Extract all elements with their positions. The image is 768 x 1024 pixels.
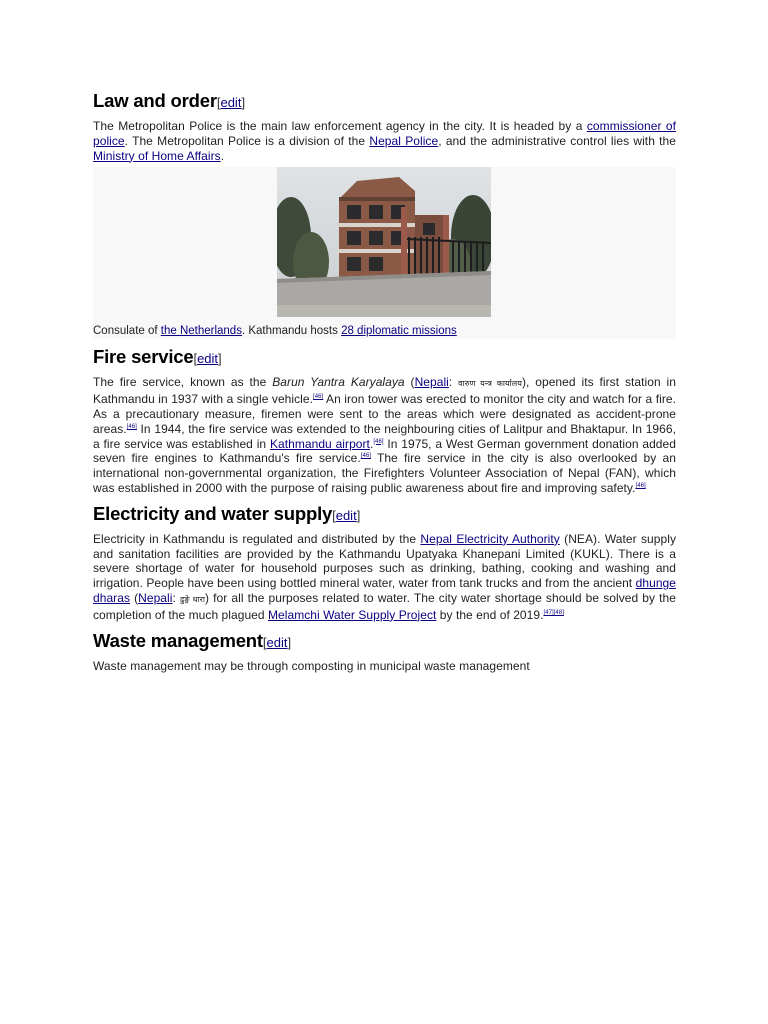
link-melamchi-project[interactable]: Melamchi Water Supply Project xyxy=(268,607,437,622)
text: ) for all the purposes related to water. The city water shortage should be solved by the completion of the much plagued xyxy=(93,590,676,622)
heading-electricity-and-water xyxy=(93,501,676,529)
link-ministry-of-home-affairs[interactable]: Ministry of Home Affairs xyxy=(93,148,221,163)
reference xyxy=(127,424,137,430)
heading-waste-management xyxy=(93,628,676,656)
heading-fire-service xyxy=(93,344,676,372)
paragraph-electricity xyxy=(93,532,676,623)
heading-text: Fire service xyxy=(93,346,194,368)
reference xyxy=(373,439,383,445)
edit-section-wrap: [edit] xyxy=(216,95,246,110)
text: The Metropolitan Police is the main law enforcement agency in the city. It is headed by a xyxy=(93,119,587,133)
reference-link[interactable]: [46] xyxy=(373,438,384,445)
reference-link[interactable]: [46] xyxy=(126,423,137,430)
text: Consulate of xyxy=(93,325,161,338)
edit-link-waste[interactable]: edit xyxy=(266,634,288,650)
reference-link[interactable]: [47][48] xyxy=(543,609,564,616)
figure-caption xyxy=(93,324,457,338)
reference-link[interactable]: [46] xyxy=(313,394,324,401)
link-nepal-police[interactable]: Nepal Police xyxy=(369,133,439,148)
reference xyxy=(361,453,371,459)
text: The fire service, known as the xyxy=(93,375,273,390)
article-content xyxy=(93,88,676,673)
reference-link[interactable]: [46] xyxy=(360,453,371,460)
text: The fire service in the city is also overlooked by an international non-governmental organization, the Firefighters Volunteer Association of Nepal (FAN), which was established in 2000 with the purpose of raising public awareness about fire and improving safety. xyxy=(93,451,676,495)
paragraph-waste: Waste management may be through composting in municipal waste management xyxy=(93,658,530,673)
link-kathmandu-airport[interactable]: Kathmandu airport xyxy=(269,436,370,451)
paragraph-law xyxy=(93,119,676,163)
edit-link-law[interactable]: edit xyxy=(220,95,242,110)
edit-section-wrap: [edit] xyxy=(262,634,292,650)
heading-law-and-order xyxy=(93,88,676,116)
text: ( xyxy=(404,375,415,390)
devanagari-text: वारुण यन्त्र कार्यालय xyxy=(458,379,522,389)
italic-name: Barun Yantra Karyalaya xyxy=(272,375,405,390)
text: , and the administrative control lies with the xyxy=(438,133,676,148)
link-diplomatic-missions[interactable]: 28 diplomatic missions xyxy=(341,325,457,338)
edit-section-wrap: [edit] xyxy=(193,351,222,367)
text: : xyxy=(172,590,180,605)
edit-link-fire[interactable]: edit xyxy=(197,351,219,367)
link-nepal-electricity-authority[interactable]: Nepal Electricity Authority xyxy=(420,531,560,546)
link-the-netherlands[interactable]: the Netherlands xyxy=(160,325,242,338)
text: In 1975, a West German government donation added seven fire engines to Kathmandu's fire service. xyxy=(93,436,676,466)
figure-consulate xyxy=(93,167,676,339)
text: Electricity in Kathmandu is regulated and distributed by the xyxy=(93,531,421,546)
heading-text: Electricity and water supply xyxy=(93,502,333,524)
text: ( xyxy=(130,590,139,605)
text: . Kathmandu hosts xyxy=(241,325,342,338)
link-nepali[interactable]: Nepali xyxy=(138,590,173,605)
text: . The Metropolitan Police is a division of the xyxy=(124,133,370,148)
text: : xyxy=(448,375,459,390)
text: ), opened its first station in Kathmandu in 1937 with a single vehicle. xyxy=(93,375,676,407)
text: (NEA). Water supply and sanitation facilities are provided by the Kathmandu Upatyaka Khanepani Limited (KUKL). There is a severe shortage of water for household purposes such as drinking, bathing, cooking and washing and irrigation. People have been using bottled mineral water, water from tank trucks and from the ancient xyxy=(93,531,676,591)
text: In 1944, the fire service was extended to the neighbouring cities of Lalitpur and Bhaktapur. In 1966, a fire service was established in xyxy=(93,421,676,451)
edit-link-electricity[interactable]: edit xyxy=(335,507,357,523)
reference xyxy=(544,610,564,616)
reference xyxy=(635,483,645,489)
reference xyxy=(313,394,323,400)
heading-text: Law and order xyxy=(93,90,217,111)
text: by the end of 2019. xyxy=(436,607,544,622)
text: An iron tower was erected to monitor the city and watch for a fire. As a precautionary measure, firemen were sent to the areas which were designated as accident-prone areas. xyxy=(93,392,676,436)
link-commissioner-of-police[interactable]: commissioner of police xyxy=(93,119,677,148)
paragraph-fire xyxy=(93,375,676,495)
heading-text: Waste management xyxy=(93,629,263,651)
text: . xyxy=(369,436,374,451)
consulate-photo[interactable] xyxy=(277,167,491,317)
devanagari-text: ढुङ्गे धारा xyxy=(179,594,206,604)
reference-link[interactable]: [46] xyxy=(635,482,646,489)
edit-section-wrap: [edit] xyxy=(332,507,361,523)
link-dhunge-dharas[interactable]: dhunge dharas xyxy=(93,576,676,605)
text: . xyxy=(220,148,225,163)
link-nepali[interactable]: Nepali xyxy=(414,375,449,390)
